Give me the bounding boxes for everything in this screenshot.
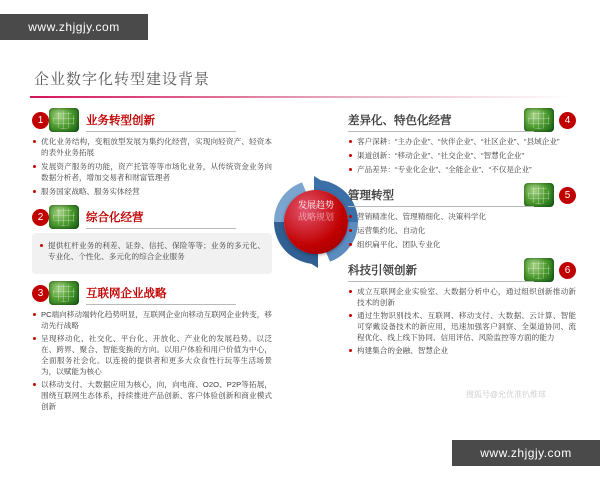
block-number: 2 bbox=[32, 209, 49, 226]
block-header bbox=[348, 183, 576, 209]
globe-icon bbox=[49, 108, 79, 132]
block-header bbox=[348, 258, 576, 284]
slide-canvas bbox=[22, 52, 578, 436]
block-heading: 管理转型 bbox=[348, 190, 394, 202]
heading-underline bbox=[348, 206, 534, 207]
block-heading: 差异化、特色化经营 bbox=[348, 115, 452, 127]
block-number: 5 bbox=[559, 187, 576, 204]
page-title: 企业数字化转型建设背景 bbox=[34, 71, 211, 88]
bullet-list bbox=[32, 136, 272, 197]
block-number: 4 bbox=[559, 112, 576, 129]
list-item: 优化业务结构，变粗放型发展为集约化经营，实现向轻资产、轻资本的表外业务拓展 bbox=[32, 136, 272, 158]
block-technology-innovation bbox=[348, 258, 576, 356]
block-header bbox=[32, 108, 272, 134]
bullet-list bbox=[32, 309, 272, 412]
list-item: 成立互联网企业实验室、大数据分析中心，通过组织创新推动新技术的创新 bbox=[348, 286, 576, 308]
list-item: 以移动支付、大数据应用为核心，向，向电商、O2O、P2P等拓展，围绕互联网生态体系，持续推进产品创新、客户体验创新和商业模式创新 bbox=[32, 379, 272, 412]
list-item: 产品差异：“专业化企业”、“全能企业”、“不仅是企业” bbox=[348, 164, 576, 175]
block-number: 3 bbox=[32, 285, 49, 302]
watermark-top: www.zhjgjy.com bbox=[0, 14, 148, 40]
block-differentiated-operation bbox=[348, 108, 576, 175]
faint-watermark-text: 搜狐号@允优准扒维球 bbox=[465, 390, 546, 399]
globe-icon bbox=[49, 205, 79, 229]
block-heading: 科技引领创新 bbox=[348, 265, 417, 277]
bullet-list bbox=[348, 211, 576, 250]
globe-icon bbox=[524, 183, 554, 207]
bullet-list bbox=[348, 286, 576, 356]
list-item: 营销精准化、管理精细化、决策科学化 bbox=[348, 211, 576, 222]
heading-underline bbox=[348, 281, 534, 282]
list-item: 渠道创新：“移动企业”、“社交企业”、“智慧化企业” bbox=[348, 150, 576, 161]
list-item: 服务国家战略、服务实体经营 bbox=[32, 186, 272, 197]
heading-underline bbox=[86, 228, 236, 229]
center-label-line1: 发展趋势 bbox=[297, 200, 334, 210]
bullet-list bbox=[348, 136, 576, 175]
center-label-line2: 战略规划 bbox=[297, 211, 334, 222]
list-item: 组织扁平化、团队专业化 bbox=[348, 239, 576, 250]
block-number: 6 bbox=[559, 262, 576, 279]
watermark-bottom: www.zhjgjy.com bbox=[452, 440, 600, 466]
list-item: PC端向移动端转化趋势明显，互联网企业向移动互联网企业转变，移动先行战略 bbox=[32, 309, 272, 331]
center-label bbox=[284, 200, 348, 223]
globe-icon bbox=[524, 258, 554, 282]
list-item: 呈现移动化、社交化、平台化、开放化、产业化的发展趋势。以泛在、跨界、聚合、智能变换的方向。以用户体验和用户价值为中心，全面服务社会化。以连接的提供者和更多大众食性行玩等生活场景为，以赋能为核心 bbox=[32, 333, 272, 377]
right-column bbox=[348, 108, 576, 364]
heading-underline bbox=[86, 131, 236, 132]
globe-icon bbox=[524, 108, 554, 132]
list-item: 通过生物识别技术、互联网、移动支付、大数据、云计算、智能可穿戴设备技术的新应用，迅速加强客户洞察、全渠道协同、流程优化、线上线下协同、信用评估、风险监控等方面的能力 bbox=[348, 310, 576, 343]
block-internet-strategy bbox=[32, 281, 272, 412]
highlight-box bbox=[32, 233, 272, 274]
list-item: 发展资产服务的功能，资产托管等等市场化业务，从传统资金业务向数据分析者，增加交易者和财富管理者 bbox=[32, 161, 272, 183]
list-item: 提供杠杆业务的利差、证券、信托、保险等等；业务的多元化、专业化、个性化、多元化的综合企业服务 bbox=[39, 240, 265, 262]
title-divider bbox=[30, 96, 570, 98]
left-column bbox=[32, 108, 272, 420]
block-heading: 业务转型创新 bbox=[86, 115, 155, 127]
list-item: 客户深耕：“主办企业”、“伙伴企业”、“社区企业”、“县域企业” bbox=[348, 136, 576, 147]
bullet-list bbox=[39, 240, 265, 262]
block-header bbox=[32, 205, 272, 231]
heading-underline bbox=[86, 304, 236, 305]
list-item: 构建集合的金融、智慧企业 bbox=[348, 345, 576, 356]
block-business-transformation bbox=[32, 108, 272, 197]
block-heading: 综合化经营 bbox=[86, 212, 144, 224]
block-integrated-operation bbox=[32, 205, 272, 274]
list-item: 运营集约化、自动化 bbox=[348, 225, 576, 236]
block-management-transformation bbox=[348, 183, 576, 250]
heading-underline bbox=[348, 131, 534, 132]
block-header bbox=[348, 108, 576, 134]
block-number: 1 bbox=[32, 112, 49, 129]
block-heading: 互联网企业战略 bbox=[86, 288, 167, 300]
globe-icon bbox=[49, 281, 79, 305]
block-header bbox=[32, 281, 272, 307]
